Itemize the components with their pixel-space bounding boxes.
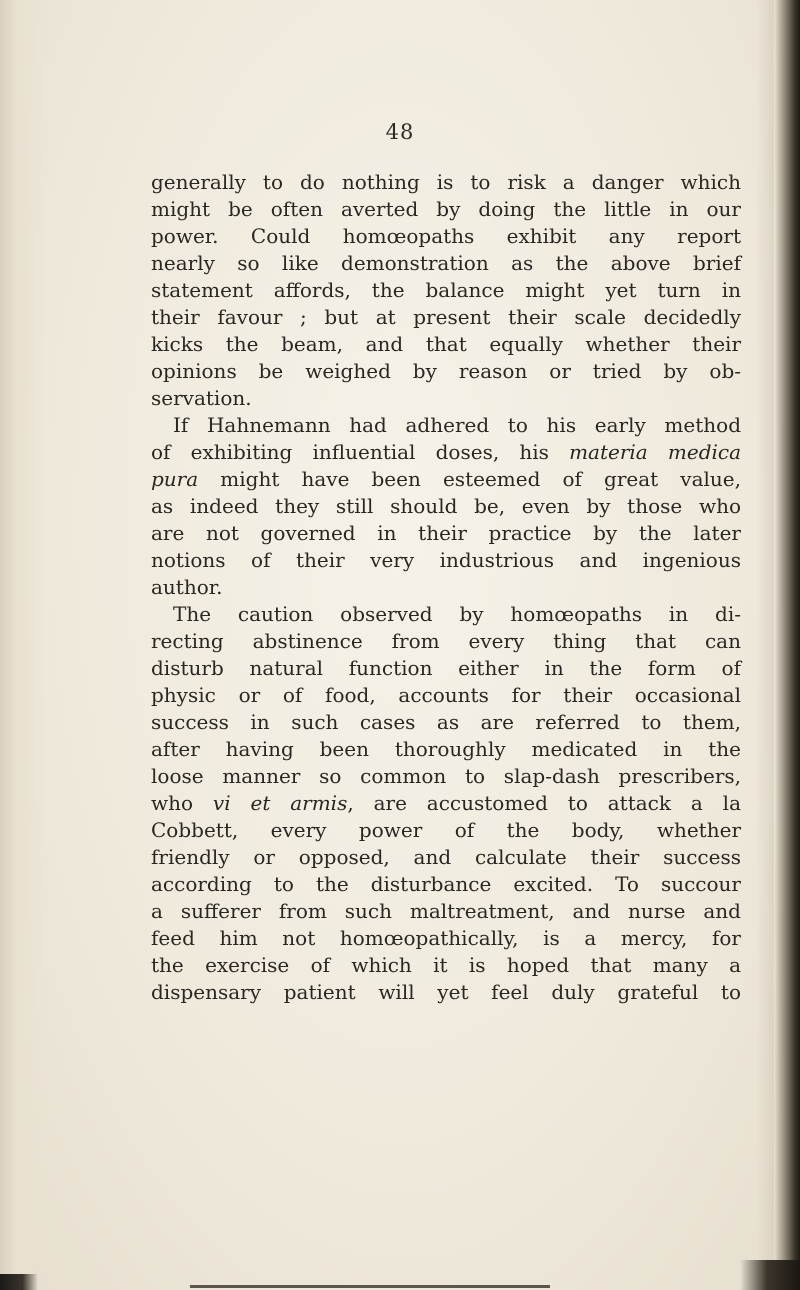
page-number: 48	[385, 120, 415, 144]
line-text: might be often averted by doing the little in our	[151, 197, 741, 221]
line-text: according to the disturbance excited. To succour	[151, 872, 741, 896]
text-line	[151, 520, 741, 547]
line-text: disturb natural function either in the form of	[151, 656, 741, 680]
line-text: success in such cases as are referred to them,	[151, 710, 741, 734]
text-line	[151, 628, 741, 655]
body-text	[151, 169, 741, 1006]
line-text: the exercise of which it is hoped that many a	[151, 953, 741, 977]
italic-text: pura	[151, 467, 199, 491]
line-text: power. Could homœopaths exhibit any report	[151, 224, 741, 248]
line-text: after having been thoroughly medicated in the	[151, 737, 741, 761]
line-text: servation.	[151, 386, 252, 410]
line-text: The caution observed by homœopaths in di-	[173, 602, 741, 626]
line-text-tail: , are accustomed to attack a la	[347, 791, 741, 815]
line-text: feed him not homœopathically, is a mercy, for	[151, 926, 741, 950]
text-line	[151, 952, 741, 979]
text-line	[151, 898, 741, 925]
page-edge	[774, 0, 800, 1290]
line-text: might have been esteemed of great value,	[198, 467, 741, 491]
text-line	[151, 358, 741, 385]
text-line	[151, 682, 741, 709]
text-line	[151, 655, 741, 682]
text-line	[151, 547, 741, 574]
text-line	[151, 709, 741, 736]
line-text: are not governed in their practice by the later	[151, 521, 741, 545]
text-line	[151, 790, 741, 817]
text-line	[151, 439, 741, 466]
italic-text: vi et armis	[212, 791, 348, 815]
line-text: generally to do nothing is to risk a danger which	[151, 170, 741, 194]
text-line	[151, 979, 741, 1006]
line-text: who	[151, 791, 213, 815]
text-line	[151, 331, 741, 358]
text-line	[151, 169, 741, 196]
line-text: author.	[151, 575, 223, 599]
scan-corner-left	[0, 1274, 38, 1290]
line-text: dispensary patient will yet feel duly grateful to	[151, 980, 741, 1004]
line-text: kicks the beam, and that equally whether their	[151, 332, 741, 356]
text-line	[151, 250, 741, 277]
text-line	[151, 466, 741, 493]
line-text: opinions be weighed by reason or tried by ob-	[151, 359, 741, 383]
italic-text: materia medica	[569, 440, 742, 464]
line-text: statement affords, the balance might yet turn in	[151, 278, 741, 302]
text-line	[151, 304, 741, 331]
text-line	[151, 736, 741, 763]
text-line	[151, 385, 741, 412]
text-line	[151, 601, 741, 628]
text-line	[151, 925, 741, 952]
line-text: of exhibiting influential doses, his	[151, 440, 570, 464]
line-text: If Hahnemann had adhered to his early method	[173, 413, 741, 437]
text-line	[151, 223, 741, 250]
line-text: notions of their very industrious and ingenious	[151, 548, 741, 572]
binding-gutter	[0, 0, 48, 1290]
line-text: friendly or opposed, and calculate their success	[151, 845, 741, 869]
line-text: nearly so like demonstration as the above brief	[151, 251, 741, 275]
line-text: recting abstinence from every thing that can	[151, 629, 741, 653]
text-line	[151, 763, 741, 790]
text-line	[151, 196, 741, 223]
line-text: loose manner so common to slap-dash prescribers,	[151, 764, 741, 788]
line-text: physic or of food, accounts for their occasional	[151, 683, 741, 707]
text-line	[151, 277, 741, 304]
line-text: their favour ; but at present their scale decidedly	[151, 305, 741, 329]
page-edge-shade	[756, 0, 774, 1290]
text-line	[151, 844, 741, 871]
line-text: Cobbett, every power of the body, whether	[151, 818, 741, 842]
text-line	[151, 871, 741, 898]
scan-bottom-edge	[190, 1285, 550, 1288]
line-text: a sufferer from such maltreatment, and nurse and	[151, 899, 741, 923]
text-line	[151, 412, 741, 439]
text-line	[151, 817, 741, 844]
text-line	[151, 493, 741, 520]
scan-corner-right	[740, 1260, 800, 1290]
line-text: as indeed they still should be, even by those who	[151, 494, 741, 518]
text-line	[151, 574, 741, 601]
